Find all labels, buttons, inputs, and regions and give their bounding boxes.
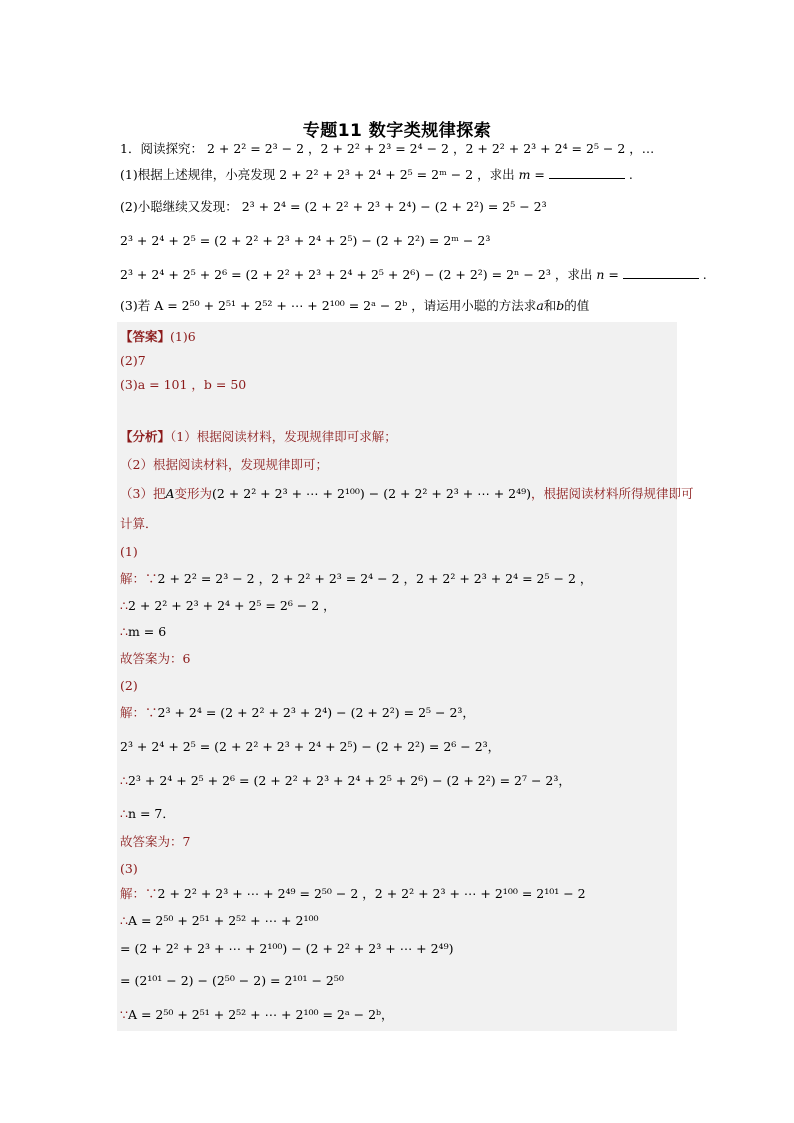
page-title: 专题11 数字类规律探索 — [302, 121, 492, 141]
solution2-l1-label: 解：∵ — [120, 705, 158, 720]
part3-ask: ，请运用小聪的方法求 — [411, 298, 537, 313]
analysis-3c: ，根据阅读材料所得规律即可 — [531, 486, 694, 501]
solution1-line2 — [120, 597, 675, 615]
solution2-head — [120, 677, 675, 695]
solution2-l3-label: ∴ — [120, 773, 128, 788]
question-intro — [120, 140, 680, 158]
part3-end: 的值 — [564, 298, 590, 313]
solution1-head-text: (1) — [120, 544, 138, 559]
solution3-l2-formula: A = 2⁵⁰ + 2⁵¹ + 2⁵² + ⋯ + 2¹⁰⁰ — [127, 913, 319, 928]
solution3-l4-formula: = (2¹⁰¹ − 2) − (2⁵⁰ − 2) = 2¹⁰¹ − 2⁵⁰ — [120, 973, 344, 988]
solution2-l3-formula: 2³ + 2⁴ + 2⁵ + 2⁶ = (2 + 2² + 2³ + 2⁴ + 2⁵ + 2⁶) − (2 + 2²) = 2⁷ − 2³， — [127, 773, 571, 788]
answer-2: (2)7 — [120, 353, 146, 368]
solution1-l2-label: ∴ — [120, 598, 128, 613]
solution3-line4 — [120, 972, 675, 990]
part1-period: . — [628, 167, 633, 182]
solution2-head-text: (2) — [120, 678, 138, 693]
part3-text: (3)若 — [120, 298, 151, 313]
solution2-l2-formula: 2³ + 2⁴ + 2⁵ = (2 + 2² + 2³ + 2⁴ + 2⁵) − (2 + 2²) = 2⁶ − 2³， — [120, 739, 501, 754]
solution3-l5-formula: A = 2⁵⁰ + 2⁵¹ + 2⁵² + ⋯ + 2¹⁰⁰ = 2ᵃ − 2ᵇ， — [127, 1007, 394, 1022]
solution2-l1-formula: 2³ + 2⁴ = (2 + 2² + 2³ + 2⁴) − (2 + 2²) = 2⁵ − 2³， — [157, 705, 475, 720]
answer-line-1 — [120, 328, 675, 346]
question-part2-line3 — [120, 266, 707, 284]
question-part2-line2 — [120, 232, 680, 250]
solution1-l2-formula: 2 + 2² + 2³ + 2⁴ + 2⁵ = 2⁶ − 2 ， — [127, 598, 336, 613]
analysis-line-2 — [120, 456, 675, 474]
question-part1 — [120, 166, 680, 184]
solution2-line4 — [120, 805, 675, 823]
solution2-l4-label: ∴ — [120, 806, 128, 821]
question-part3 — [120, 297, 680, 315]
analysis-line-3 — [120, 485, 694, 503]
analysis-3b: 变形为 — [174, 486, 212, 501]
question-part2-intro — [120, 198, 680, 216]
analysis-3-A: A — [165, 486, 175, 501]
part2-text: (2)小聪继续又发现： — [120, 199, 238, 214]
answer-line-2 — [120, 352, 675, 370]
part1-answer-blank[interactable] — [549, 166, 625, 179]
solution2-line2 — [120, 738, 675, 756]
solution2-l4-formula: n = 7． — [127, 806, 175, 821]
part2-period: . — [702, 267, 707, 282]
solution1-final-text: 故答案为：6 — [120, 651, 191, 666]
analysis-3-formula: (2 + 2² + 2³ + ⋯ + 2¹⁰⁰) − (2 + 2² + 2³ + ⋯ + 2⁴⁹) — [212, 486, 532, 501]
analysis-line-4 — [120, 515, 675, 533]
solution3-l3-formula: = (2 + 2² + 2³ + ⋯ + 2¹⁰⁰) − (2 + 2² + 2³ + ⋯ + 2⁴⁹) — [120, 941, 454, 956]
solution3-l2-label: ∴ — [120, 913, 128, 928]
solution3-head — [120, 860, 675, 878]
question-intro-formula: 2 + 2² = 2³ − 2 ，2 + 2² + 2³ = 2⁴ − 2 ，2 + 2² + 2³ + 2⁴ = 2⁵ − 2 ，… — [206, 141, 655, 156]
solution1-final — [120, 650, 675, 668]
analysis-4: 计算． — [120, 516, 158, 531]
answer-1: (1)6 — [170, 329, 196, 344]
solution1-l1-label: 解：∵ — [120, 571, 158, 586]
part2-formula-1: 2³ + 2⁴ = (2 + 2² + 2³ + 2⁴) − (2 + 2²) = 2⁵ − 2³ — [241, 199, 547, 214]
solution1-l3-formula: m = 6 — [127, 624, 167, 639]
analysis-1: （1）根据阅读材料，发现规律即可求解； — [170, 429, 397, 444]
solution3-line1 — [120, 885, 675, 903]
solution3-l1-formula: 2 + 2² + 2³ + ⋯ + 2⁴⁹ = 2⁵⁰ − 2 ，2 + 2² + 2³ + ⋯ + 2¹⁰⁰ = 2¹⁰¹ − 2 — [157, 886, 586, 901]
solution2-final-text: 故答案为：7 — [120, 834, 191, 849]
solution3-line3 — [120, 940, 675, 958]
solution1-head — [120, 543, 675, 561]
analysis-label: 【分析】 — [120, 429, 171, 444]
part1-formula: 2 + 2² + 2³ + 2⁴ + 2⁵ = 2ᵐ − 2 — [279, 167, 474, 182]
solution3-l1-label: 解：∵ — [120, 886, 158, 901]
answer-line-3 — [120, 376, 675, 394]
answer-label: 【答案】 — [120, 329, 171, 344]
part2-answer-blank[interactable] — [623, 266, 699, 279]
part3-and: 和 — [543, 298, 557, 313]
part2-formula-2: 2³ + 2⁴ + 2⁵ = (2 + 2² + 2³ + 2⁴ + 2⁵) − (2 + 2²) = 2ᵐ − 2³ — [120, 233, 491, 248]
solution3-l5-label: ∵ — [120, 1007, 128, 1022]
solution3-line5 — [120, 1006, 675, 1024]
answer-3: (3)a = 101 ，b = 50 — [120, 377, 247, 392]
part1-ask: ，求出 — [477, 167, 515, 182]
analysis-line-1 — [120, 428, 675, 446]
part3-formula: A = 2⁵⁰ + 2⁵¹ + 2⁵² + ⋯ + 2¹⁰⁰ = 2ᵃ − 2ᵇ — [154, 298, 408, 313]
solution1-l1-formula: 2 + 2² = 2³ − 2 ，2 + 2² + 2³ = 2⁴ − 2 ，2 + 2² + 2³ + 2⁴ = 2⁵ − 2 ， — [157, 571, 593, 586]
solution2-line1 — [120, 704, 675, 722]
solution2-final — [120, 833, 675, 851]
solution3-head-text: (3) — [120, 861, 138, 876]
solution1-line1 — [120, 570, 675, 588]
solution1-l3-label: ∴ — [120, 624, 128, 639]
solution1-line3 — [120, 623, 675, 641]
part1-text: (1)根据上述规律，小亮发现 — [120, 167, 276, 182]
part3-var-a: a — [536, 298, 544, 313]
solution3-line2 — [120, 912, 675, 930]
part2-ask: ，求出 — [554, 267, 593, 282]
part3-var-b: b — [556, 298, 565, 313]
question-intro-label: 1．阅读探究： — [120, 141, 203, 156]
part1-variable: m = — [518, 167, 545, 182]
analysis-3a: （3）把 — [120, 486, 166, 501]
analysis-2: （2）根据阅读材料，发现规律即可； — [120, 457, 328, 472]
solution2-line3 — [120, 772, 675, 790]
part2-formula-3: 2³ + 2⁴ + 2⁵ + 2⁶ = (2 + 2² + 2³ + 2⁴ + 2⁵ + 2⁶) − (2 + 2²) = 2ⁿ − 2³ — [120, 267, 551, 282]
part2-variable: n = — [596, 267, 619, 282]
